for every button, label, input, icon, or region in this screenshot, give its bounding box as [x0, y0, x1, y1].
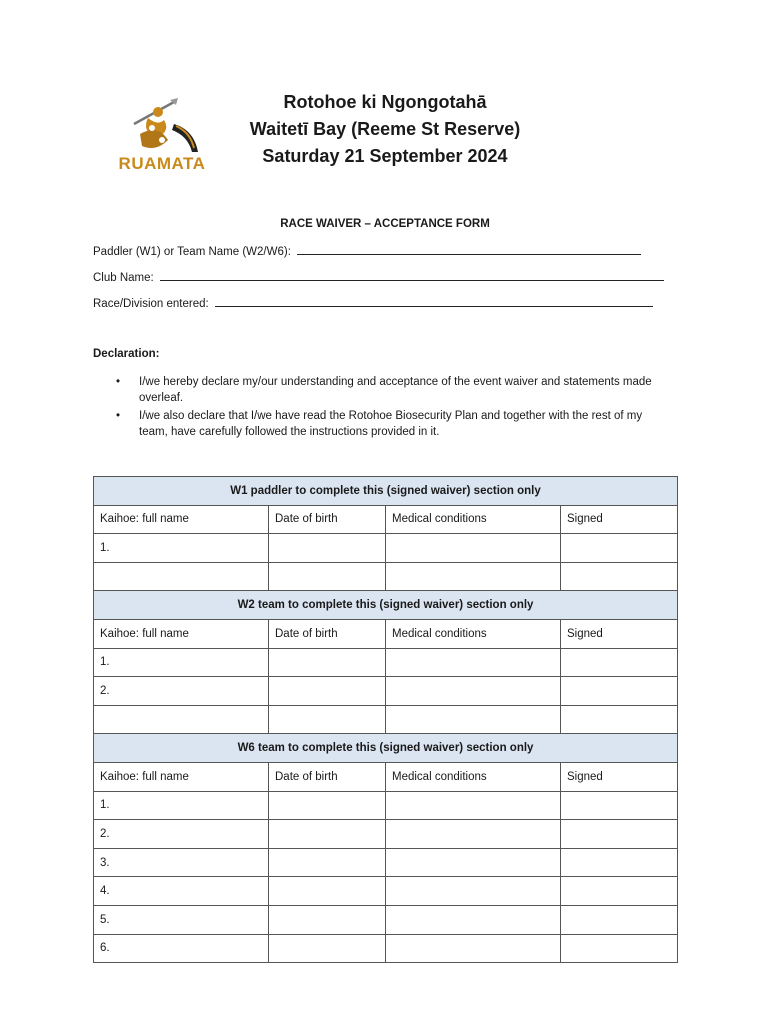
table-row [94, 705, 678, 734]
dob-cell[interactable] [269, 820, 386, 849]
dob-cell[interactable] [269, 534, 386, 563]
signature-cell[interactable] [561, 648, 678, 677]
declaration-text: I/we hereby declare my/our understanding and acceptance of the event waiver and statements made overleaf. [139, 376, 652, 404]
medical-cell[interactable] [386, 848, 561, 877]
name-cell[interactable]: 1. [94, 791, 269, 820]
col-header-dob: Date of birth [269, 762, 386, 791]
signature-cell[interactable] [561, 705, 678, 734]
declaration-item [112, 374, 672, 406]
event-date: Saturday 21 September 2024 [262, 146, 508, 166]
race-division-field[interactable] [93, 296, 653, 310]
event-title: Rotohoe ki Ngongotahā [283, 92, 487, 112]
table-row [94, 905, 678, 934]
dob-cell[interactable] [269, 791, 386, 820]
name-cell[interactable]: 4. [94, 877, 269, 906]
medical-cell[interactable] [386, 648, 561, 677]
signature-cell[interactable] [561, 848, 678, 877]
declaration-heading: Declaration: [93, 348, 160, 360]
col-header-signed: Signed [561, 762, 678, 791]
waiver-table [93, 476, 678, 963]
table-row [94, 820, 678, 849]
club-name-label: Club Name: [93, 272, 154, 284]
table-row [94, 534, 678, 563]
name-cell[interactable]: 2. [94, 820, 269, 849]
w1-section-heading: W1 paddler to complete this (signed waiver) section only [94, 477, 678, 506]
dob-cell[interactable] [269, 934, 386, 963]
event-venue: Waitetī Bay (Reeme St Reserve) [249, 119, 521, 139]
race-division-label: Race/Division entered: [93, 298, 209, 310]
medical-cell[interactable] [386, 677, 561, 706]
column-header-row [94, 762, 678, 791]
section-header-row [94, 734, 678, 763]
club-name-input[interactable] [160, 270, 664, 281]
dob-cell[interactable] [269, 562, 386, 591]
medical-cell[interactable] [386, 877, 561, 906]
table-row [94, 934, 678, 963]
dob-cell[interactable] [269, 848, 386, 877]
name-cell[interactable] [94, 562, 269, 591]
signature-cell[interactable] [561, 934, 678, 963]
signature-cell[interactable] [561, 820, 678, 849]
medical-cell[interactable] [386, 562, 561, 591]
signature-cell[interactable] [561, 877, 678, 906]
signature-cell[interactable] [561, 905, 678, 934]
dob-cell[interactable] [269, 905, 386, 934]
team-name-label: Paddler (W1) or Team Name (W2/W6): [93, 246, 291, 258]
name-cell[interactable]: 1. [94, 534, 269, 563]
name-cell[interactable]: 3. [94, 848, 269, 877]
dob-cell[interactable] [269, 705, 386, 734]
w2-section-heading: W2 team to complete this (signed waiver) section only [94, 591, 678, 620]
declaration-text: I/we also declare that I/we have read the Rotohoe Biosecurity Plan and together with the rest of my team, have carefully followed the instructions provided in it. [139, 410, 643, 438]
signature-cell[interactable] [561, 562, 678, 591]
race-division-input[interactable] [215, 296, 653, 307]
col-header-dob: Date of birth [269, 505, 386, 534]
name-cell[interactable]: 6. [94, 934, 269, 963]
name-cell[interactable] [94, 705, 269, 734]
medical-cell[interactable] [386, 905, 561, 934]
col-header-signed: Signed [561, 505, 678, 534]
column-header-row [94, 619, 678, 648]
w6-section-heading: W6 team to complete this (signed waiver) section only [94, 734, 678, 763]
col-header-medical: Medical conditions [386, 505, 561, 534]
col-header-name: Kaihoe: full name [94, 505, 269, 534]
dob-cell[interactable] [269, 877, 386, 906]
name-cell[interactable]: 2. [94, 677, 269, 706]
dob-cell[interactable] [269, 677, 386, 706]
medical-cell[interactable] [386, 705, 561, 734]
table-row [94, 562, 678, 591]
medical-cell[interactable] [386, 534, 561, 563]
medical-cell[interactable] [386, 791, 561, 820]
col-header-dob: Date of birth [269, 619, 386, 648]
column-header-row [94, 505, 678, 534]
section-header-row [94, 477, 678, 506]
team-name-field[interactable] [93, 244, 641, 258]
bullet-icon: • [116, 376, 121, 388]
team-name-input[interactable] [297, 244, 641, 255]
col-header-name: Kaihoe: full name [94, 762, 269, 791]
col-header-name: Kaihoe: full name [94, 619, 269, 648]
form-title: RACE WAIVER – ACCEPTANCE FORM [280, 218, 490, 230]
name-cell[interactable]: 1. [94, 648, 269, 677]
table-row [94, 648, 678, 677]
col-header-signed: Signed [561, 619, 678, 648]
signature-cell[interactable] [561, 677, 678, 706]
medical-cell[interactable] [386, 934, 561, 963]
table-row [94, 848, 678, 877]
col-header-medical: Medical conditions [386, 762, 561, 791]
name-cell[interactable]: 5. [94, 905, 269, 934]
signature-cell[interactable] [561, 534, 678, 563]
col-header-medical: Medical conditions [386, 619, 561, 648]
club-name-field[interactable] [93, 270, 664, 284]
declaration-item [112, 408, 672, 440]
dob-cell[interactable] [269, 648, 386, 677]
table-row [94, 791, 678, 820]
signature-cell[interactable] [561, 791, 678, 820]
table-row [94, 677, 678, 706]
table-row [94, 877, 678, 906]
section-header-row [94, 591, 678, 620]
declaration-list [112, 374, 672, 442]
logo-wordmark: RUAMATA [118, 154, 206, 173]
medical-cell[interactable] [386, 820, 561, 849]
bullet-icon: • [116, 410, 121, 422]
